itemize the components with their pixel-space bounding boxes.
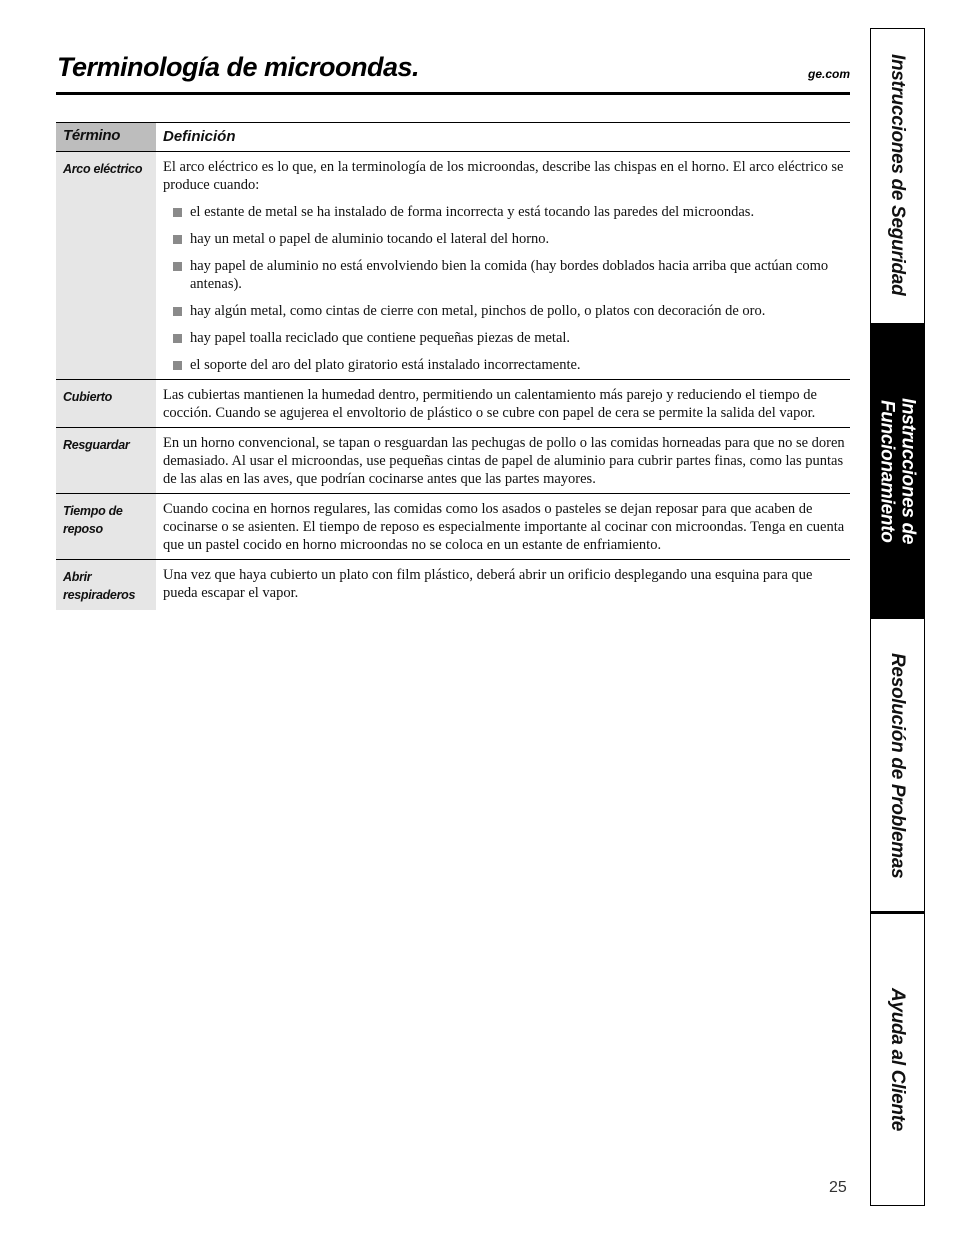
term-cell: Tiempo de reposo xyxy=(56,494,156,559)
square-bullet-icon xyxy=(173,235,182,244)
bullet-text: el soporte del aro del plato giratorio está instalado incorrectamente. xyxy=(190,357,581,373)
page-title: Terminología de microondas. xyxy=(57,52,420,82)
table-row xyxy=(56,560,850,610)
bullet-text: hay algún metal, como cintas de cierre con metal, pinchos de pollo, o platos con decoración de oro. xyxy=(190,303,766,319)
list-item xyxy=(163,230,850,248)
bullet-list xyxy=(163,203,850,374)
definition-cell: Una vez que haya cubierto un plato con film plástico, deberá abrir un orificio desplegando una esquina para que pueda escapar el vapor. xyxy=(163,567,813,601)
definition-cell: En un horno convencional, se tapan o resguardan las pechugas de pollo o las comidas horneadas para que no se doren demasiado. Al usar el microondas, use pequeñas cintas de papel de aluminio para cubrir partes finas, como las puntas de las alas en las aves, que podrían cocinarse antes que las partes mayores. xyxy=(163,435,845,487)
tab-label: Ayuda al Cliente xyxy=(887,988,908,1132)
table-row xyxy=(56,428,850,494)
section-tabs-sidebar xyxy=(870,28,925,1206)
tab-instrucciones-seguridad[interactable] xyxy=(871,29,924,321)
list-item xyxy=(163,302,850,320)
definition-text: El arco eléctrico es lo que, en la terminología de los microondas, describe las chispas en el horno. El arco eléctrico se produce cuando: xyxy=(163,159,844,193)
definition-cell: Las cubiertas mantienen la humedad dentro, permitiendo un calentamiento más parejo y reduciendo el tiempo de cocción. Cuando se agujerea el envoltorio de plástico o se cubre con papel de cera se permite la salida del vapor. xyxy=(163,387,817,421)
definition-cell xyxy=(156,152,850,379)
column-header-definition: Definición xyxy=(163,128,236,145)
square-bullet-icon xyxy=(173,262,182,271)
square-bullet-icon xyxy=(173,208,182,217)
bullet-text: hay papel de aluminio no está envolviendo bien la comida (hay bordes doblados hacia arriba que actúan como antenas). xyxy=(190,258,829,292)
tab-label: Instrucciones de Funcionamiento xyxy=(876,397,919,545)
term-cell: Abrir respiraderos xyxy=(56,560,156,610)
title-rule xyxy=(56,92,850,95)
list-item xyxy=(163,203,850,221)
term-cell: Cubierto xyxy=(56,380,156,427)
site-link[interactable]: ge.com xyxy=(807,67,850,81)
table-row xyxy=(56,380,850,428)
tab-label: Instrucciones de Seguridad xyxy=(887,54,908,296)
bullet-text: hay papel toalla reciclado que contiene pequeñas piezas de metal. xyxy=(190,330,571,346)
table-header-row xyxy=(56,123,850,152)
list-item xyxy=(163,356,850,374)
square-bullet-icon xyxy=(173,307,182,316)
table-row xyxy=(56,494,850,560)
tab-instrucciones-funcionamiento[interactable] xyxy=(871,323,924,619)
list-item xyxy=(163,257,850,293)
bullet-text: el estante de metal se ha instalado de forma incorrecta y está tocando las paredes del microondas. xyxy=(190,204,755,220)
table-row xyxy=(56,152,850,380)
page-number: 25 xyxy=(829,1179,847,1196)
tab-ayuda-cliente[interactable] xyxy=(871,915,924,1205)
tab-resolucion-problemas[interactable] xyxy=(871,621,924,911)
tab-label: Resolución de Problemas xyxy=(887,653,908,879)
term-cell: Resguardar xyxy=(56,428,156,493)
column-header-term: Término xyxy=(56,123,156,151)
list-item xyxy=(163,329,850,347)
definition-cell: Cuando cocina en hornos regulares, las comidas como los asados o pasteles se dejan reposar para que acaben de cocinarse o se asienten. El tiempo de reposo es especialmente importante al cocinar con microondas. Tenga en cuenta que un pastel cocido en horno microondas no se coloca en un estante de enfriamiento. xyxy=(163,501,845,553)
square-bullet-icon xyxy=(173,361,182,370)
bullet-text: hay un metal o papel de aluminio tocando el lateral del horno. xyxy=(190,231,550,247)
term-cell: Arco eléctrico xyxy=(56,152,156,379)
square-bullet-icon xyxy=(173,334,182,343)
tab-divider xyxy=(871,911,924,914)
terminology-table xyxy=(56,122,850,610)
